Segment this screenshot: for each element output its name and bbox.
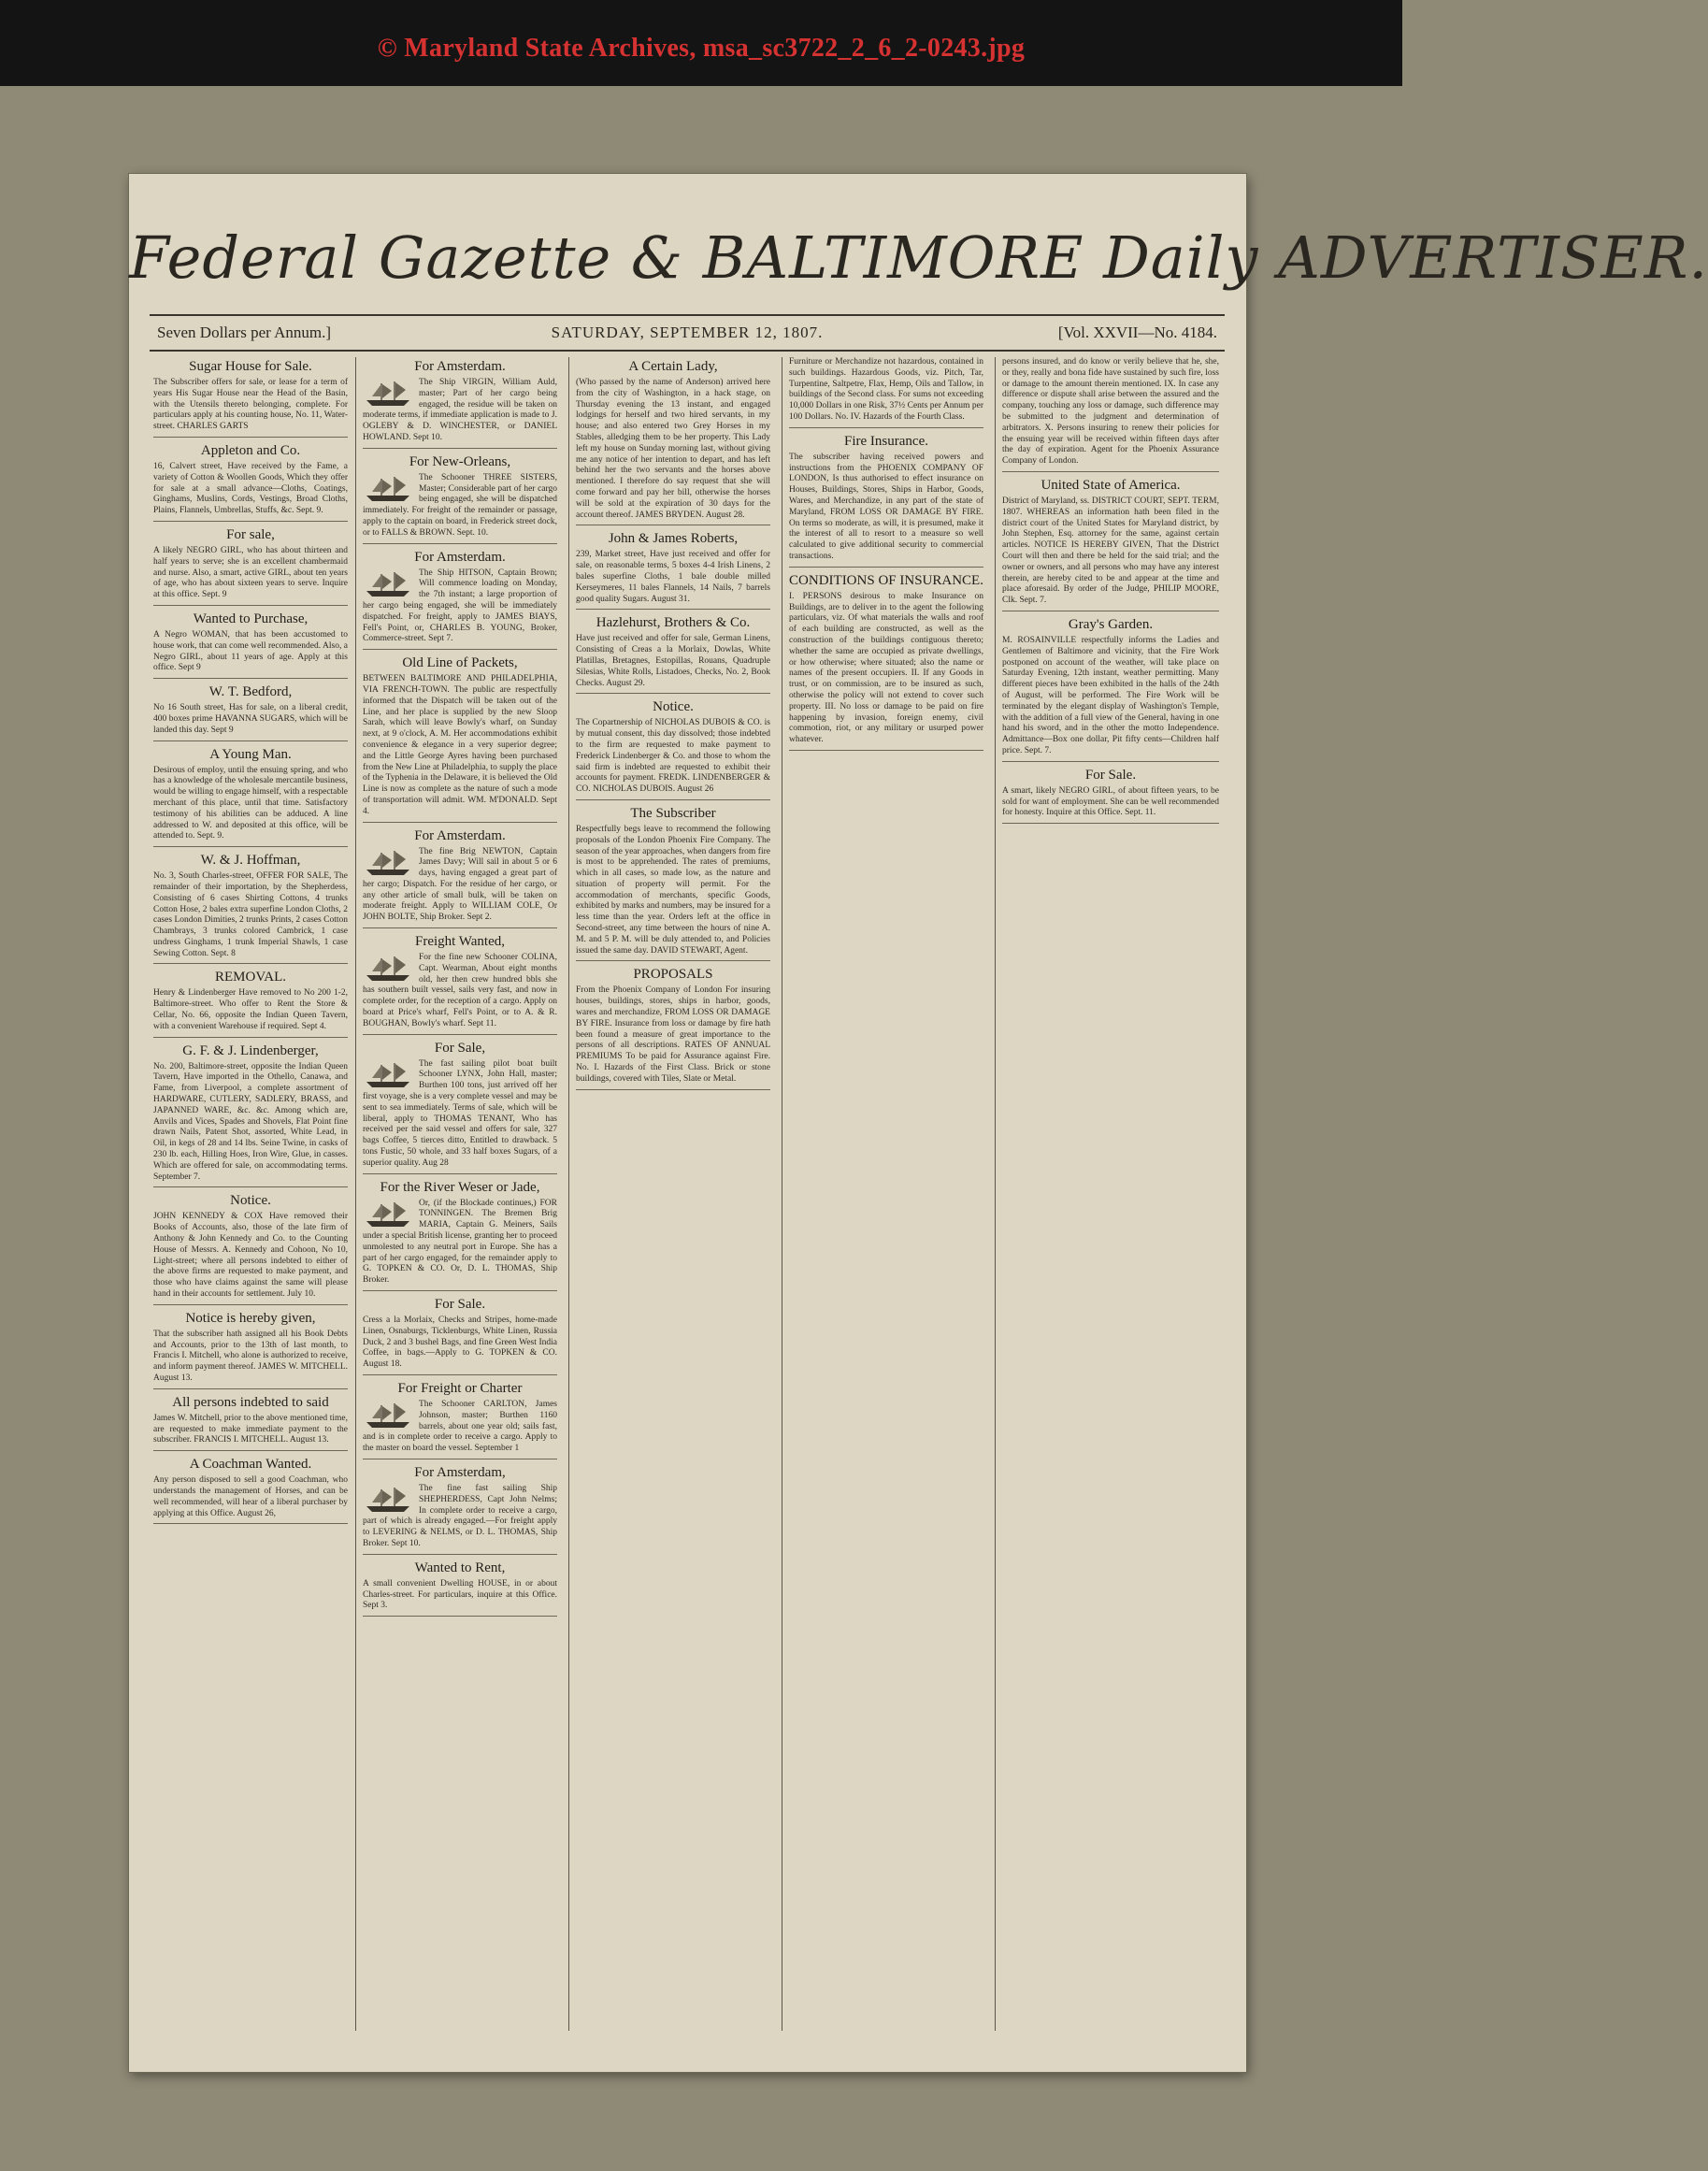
advertisement-heading: For Sale. [434,1297,486,1312]
advertisement-text: The Subscriber offers for sale, or lease for a term of years His Sugar House near the Head of the Basin, with the Utensils thereto belonging, complete. For particulars apply at his counting house, No. 11, Water-street. CHARLES GARTS [153,378,348,432]
advertisement [153,611,348,679]
advertisement-body [363,1199,557,1287]
advertisement [153,359,348,438]
dateline [150,314,1225,352]
advertisement [1002,768,1219,824]
watermark-banner: © Maryland State Archives, msa_sc3722_2_6_2-0243.jpg [0,0,1402,86]
advertisement-text: James W. Mitchell, prior to the above mentioned time, are requested to make immediate payment to the subscriber. FRANCIS I. MITCHELL. August 13. [153,1413,348,1445]
advertisement-heading: Notice. [653,699,694,715]
advertisement-body [153,1212,348,1300]
ship-woodcut-icon [363,1201,413,1229]
advertisement [576,967,770,1089]
advertisement [153,527,348,606]
advertisement-body [1002,786,1219,819]
advertisement-body [363,1059,557,1170]
advertisement-body [1002,357,1219,467]
newspaper-page [129,174,1708,2072]
advertisement [153,1457,348,1524]
advertisement-body [789,592,983,746]
advertisement-text: That the subscriber hath assigned all his Book Debts and Accounts, prior to the 13th of last month, to Francis I. Mitchell, who alone is authorized to receive, and inform payment thereof. JAMES W. MITCHELL. August 13. [153,1329,348,1383]
column-3 [576,357,770,2040]
advertisement-body [153,1475,348,1519]
advertisement-body [153,703,348,736]
ship-woodcut-icon [363,475,413,503]
advertisement-heading: For Amsterdam. [414,827,506,843]
advertisement-heading: W. T. Bedford, [208,684,293,700]
advertisement-text: A small convenient Dwelling HOUSE, in or about Charles-street. For particulars, inquire at this Office. Sept 3. [363,1578,557,1611]
advertisement [1002,357,1219,472]
advertisement [576,359,770,525]
advertisement-text: Any person disposed to sell a good Coachman, who understands the management of Horses, and can be well recommended, will hear of a liberal purchaser by applying at this Office. August 26, [153,1475,348,1518]
advertisement-text: The fast sailing pilot boat built Schooner LYNX, John Hall, master; Burthen 100 tons, just arrived off her first voyage, she is a very complete vessel and may be sent to sea immediately. Terms of sale, which will be liberal, apply to THOMAS TENANT, Who has received per the said vessel and offers for sale, 327 bags Coffee, 5 tierces ditto, Entitled to drawback. 5 tons Fustic, 50 whole, and 33 half boxes Sugars, of a superior quality. Aug 28 [363,1058,557,1168]
advertisement-text: JOHN KENNEDY & COX Have removed their Books of Accounts, also, those of the late firm of Anthony & John Kennedy and Co. to the Counting House of Messrs. A. Kennedy and Cohoon, No 10, Light-street; where all persons indebted to either of the above firms are requested to make payment, and those who have claims against the same will please hand in their accounts for settlement. July 10. [153,1212,348,1300]
advertisement-body [363,1484,557,1550]
advertisement-heading: Appleton and Co. [200,442,301,458]
advertisement [576,699,770,800]
advertisement-body [789,453,983,563]
advertisement-body [153,378,348,433]
advertisement-text: Have just received and offer for sale, German Linens, Consisting of Creas a la Morlaix, Dowlas, White Platillas, Bretagnes, Estopillas, Rouans, Quadruple Silesias, White Rolls, Listadoes, Checks, No. 2, Book Checks. August 29. [576,634,770,688]
advertisement [363,359,557,449]
advertisement-text: M. ROSAINVILLE respectfully informs the Ladies and Gentlemen of Baltimore and vicinity, that the Fire Work postponed on account of the weather, will take place on Saturday Evening, 12th instant, weather permitting. Many different pieces have been exhibited in the halls of the 24th of August, will be performed. The Fire Work will be terminated by the elegant display of Washington's Temple, with the addition of a full view of the General, having in one hand his sword, and in the other the motto Independence. Admittance—Box one dollar, Pit fifty cents—Children half price. Sept. 7. [1002,635,1219,755]
advertisement-body [153,630,348,674]
advertisement-heading: United State of America. [1041,477,1181,493]
advertisement [153,684,348,740]
advertisement-body [363,1316,557,1371]
advertisement-body [363,378,557,444]
advertisement-text: Or, (if the Blockade continues,) FOR TONNINGEN. The Bremen Brig MARIA, Captain G. Meiners, Sails under a special British license, granting her to proceed unmolested to any neutral port in Europe. She has a part of her cargo engaged, for the remainder apply to G. TOPKEN & CO. Or, D. L. THOMAS, Ship Broker. [363,1198,557,1286]
advertisement-heading: For Sale. [1084,767,1137,783]
advertisement-body [576,634,770,689]
advertisement-heading: A Certain Lady, [628,359,718,374]
advertisement-text: From the Phoenix Company of London For insuring houses, buildings, stores, ships in harbor, goods, wares and merchandize, FROM LOSS OR DAMAGE BY FIRE. Insurance from loss or damage by fire hath been found a measure of great importance to the persons of all descriptions. RATES OF ANNUAL PREMIUMS To be paid for Assurance against Fire. No. I. Hazards of the First Class. Brick or stone buildings, covered with Tiles, Slate or Metal. [576,985,770,1084]
ship-woodcut-icon [363,1061,413,1089]
advertisement-body [363,674,557,817]
advertisement-text: I. PERSONS desirous to make Insurance on Buildings, are to deliver in to the agent the following particulars, viz. Of what materials the walls and roof of each building are constructed, as well as the construction of the buildings contiguous thereto; whether the same are occupied as private dwellings, or how otherwise; where situated; also the name or names of the present occupiers. II. If any Goods in trust, or on commission, are to be insured as such, otherwise the policy will not extend to cover such property. III. No loss or damage to be paid on fire happening by invasion, foreign enemy, civil commotion, riot, or any military or usurped power whatever. [789,591,983,745]
advertisement-text: Respectfully begs leave to recommend the following proposals of the London Phoenix Fire Company. The season of the year approaches, when dangers from fire is most to be apprehended. The rates of premiums, which in all cases, so made low, as the nature and situation of property will permit. For the accommodation of merchants, specific Goods, exhibited by marks and numbers, may be insured for a less time than the year. Orders left at the office in Second-street, any time between the hours of nine A. M. and 5 P. M. will be duly attended to, and Policies issued the same day. DAVID STEWART, Agent. [576,824,770,956]
advertisement [576,531,770,610]
advertisement-text: The fine Brig NEWTON, Captain James Davy; Will sail in about 5 or 6 days, having engaged a great part of her cargo; Dispatch. For the residue of her cargo, or any other article of small bulk, will be taken on moderate freight. Apply to WILLIAM COLE, Or JOHN BOLTE, Ship Broker. Sept 2. [363,846,557,923]
advertisement-body [363,473,557,539]
advertisement-body [153,546,348,601]
advertisement [153,1311,348,1389]
advertisement-text: BETWEEN BALTIMORE AND PHILADELPHIA, VIA FRENCH-TOWN. The public are respectfully informed that the Dispatch will be taken out of the Line, and her place is supplied by the new Sloop Sarah, which will leave Bowly's wharf, on Sunday next, at 9 o'clock, A. M. Her accommodations exhibit convenience & elegance in a very superior degree; and the Little George Ayres having been purchased from the New Line at Philadelphia, to supply the place of the Typhenia in the Delaware, it is believed the Old Line is now as complete as the nature of such a mode of transportation will admit. WM. M'DONALD. Sept 4. [363,674,557,816]
advertisement-heading: Gray's Garden. [1068,616,1154,632]
advertisement-text: Cress a la Morlaix, Checks and Stripes, home-made Linen, Osnaburgs, Ticklenburgs, White Linen, Russia Duck, 2 and 3 bushel Bags, and fine Green West India Coffee, in bags.—Apply to G. TOPKEN & CO. August 18. [363,1316,557,1370]
advertisement-body [153,1414,348,1446]
advertisement [363,550,557,651]
advertisement-text: For the fine new Schooner COLINA, Capt. Wearman, About eight months old, her then crew hundred bbls she has southern built vessel, sails very fast, and now in complete order, for the reception of a cargo. Apply on board at Price's wharf, Fell's Point, or to A. & R. BOUGHAN, Bowly's wharf. Sept 11. [363,953,557,1028]
advertisement-heading: For Amsterdam. [414,549,506,565]
advertisement-body [153,988,348,1032]
advertisement-heading: For New-Orleans, [409,453,511,469]
advertisement-heading: For the River Weser or Jade, [380,1179,540,1195]
advertisement-heading: Old Line of Packets, [402,655,518,671]
advertisement-heading: For Amsterdam, [414,1464,506,1480]
advertisement-text: persons insured, and do know or verily believe that he, she, or they, really and bona fide have sustained by such fire, loss or damage to the amount therein mentioned. IX. In case any difference or dispute shall arise between the assured and the company, touching any loss or damage, such difference may be submitted to the judgment and determination of arbitrators. X. Persons insuring to renew their policies for the ensuing year will be received within fifteen days after the day of expiration. Agent for the Phoenix Assurance Company of London. [1002,357,1219,467]
advertisement-body [363,1400,557,1455]
ship-woodcut-icon [363,380,413,408]
advertisement [1002,478,1219,611]
advertisement-body [153,1062,348,1184]
advertisement-body [789,357,983,424]
advertisement-body [363,568,557,646]
ship-woodcut-icon [363,955,413,983]
column-rule [355,357,356,2031]
advertisement [363,1297,557,1375]
advertisement-text: A smart, likely NEGRO GIRL, of about fifteen years, to be sold for want of employment. She can be well recommended for honesty. Inquire at this Office. Sept. 11. [1002,785,1219,818]
advertisement-heading: For Sale, [434,1040,486,1056]
advertisement-text: Desirous of employ, until the ensuing spring, and who has a knowledge of the wholesale mercantile business, would be willing to engage himself, with a respectable merchant of this place, until that time. Satisfactory testimony of his abilities can be adduced. A line addressed to W. and deposited at this office, will be attended to. Sept. 9. [153,765,348,841]
advertisement-heading: REMOVAL. [215,970,286,985]
advertisement-text: The Schooner CARLTON, James Johnson, master; Burthen 1160 barrels, about one year old; sails fast, and is in complete order to receive a cargo. Apply to the master on board the vessel. September 1 [363,1399,557,1454]
advertisement-body [363,1579,557,1612]
advertisement [153,443,348,522]
advertisement-heading: John & James Roberts, [608,531,739,547]
advertisement-body [153,766,348,843]
advertisement-text: The Schooner THREE SISTERS, Master; Considerable part of her cargo being engaged, she will be dispatched immediately. For freight of the remainder or passage, apply to the captain on board, in Frederick street dock, or to FALLS & BROWN. Sept. 10. [363,472,557,538]
advertisement [153,1043,348,1188]
column-1 [153,357,348,2040]
advertisement-text: Henry & Lindenberger Have removed to No 200 1-2, Baltimore-street. Who offer to Rent the Store & Cellar, No. 66, opposite the Indian Queen Tavern, with a convenient Warehouse if required. Sept 4. [153,988,348,1031]
column-rule [995,357,996,2031]
advertisement-text: No 16 South street, Has for sale, on a liberal credit, 400 boxes prime HAVANNA SUGARS, which will be landed this day. Sept 9 [153,703,348,735]
advertisement-heading: G. F. & J. Lindenberger, [182,1042,319,1058]
column-2 [363,357,557,2040]
advertisement-text: The fine fast sailing Ship SHEPHERDESS, Capt John Nelms; In complete order to receive a cargo, part of which is already engaged.—For freight apply to LEVERING & NELMS, or D. L. THOMAS, Ship Broker. Sept 10. [363,1483,557,1548]
ship-woodcut-icon [363,1402,413,1430]
advertisement-text: District of Maryland, ss. DISTRICT COURT, SEPT. TERM, 1807. WHEREAS an information hath been filed in the district court of the United States for Maryland district, by John Stephen, Esq. attorney for the same, against certain articles. NOTICE IS HEREBY GIVEN, That the District Court will then and there be held for the said trial; and the owner or owners, and all persons who may have any interest therein, are hereby cited to be and appear at the time and place aforesaid. By order of the Judge, PHILIP MOORE, Clk. Sept. 7. [1002,496,1219,606]
advertisement [363,1560,557,1617]
advertisement-text: A likely NEGRO GIRL, who has about thirteen and half years to serve; she is an excellent chambermaid and nurse. Also, a smart, active GIRL, about ten years of age, who has about sixteen years to serve. Inquire at this office. Sept. 9 [153,545,348,600]
advertisement-heading: Hazlehurst, Brothers & Co. [596,615,751,631]
ship-woodcut-icon [363,570,413,598]
advertisement-heading: A Young Man. [209,746,292,762]
advertisement-text: The Ship HITSON, Captain Brown; Will commence loading on Monday, the 7th instant; a large proportion of her cargo being engaged, she will be immediately dispatched. For freight, apply to JAMES BIAYS, Fell's Point, or, CHARLES B. YOUNG, Broker, Commerce-street. Sept 7. [363,568,557,644]
advertisement-heading: Sugar House for Sale. [189,359,312,374]
advertisement [789,573,983,751]
advertisement-body [576,718,770,796]
advertisement-body [576,378,770,521]
advertisement-heading: Wanted to Rent, [414,1560,506,1575]
advertisement [363,655,557,822]
advertisement-heading: For sale, [226,526,275,542]
advertisement-body [153,871,348,959]
advertisement-heading: Fire Insurance. [844,433,928,449]
volume-number: [Vol. XXVII—No. 4184. [1057,323,1217,341]
advertisement [153,970,348,1037]
issue-date: SATURDAY, SEPTEMBER 12, 1807. [551,323,824,341]
advertisement [789,434,983,568]
advertisement [153,747,348,848]
subscription-price: Seven Dollars per Annum.] [157,323,332,341]
column-4 [789,357,983,2040]
advertisement [363,934,557,1035]
advertisement-text: The Copartnership of NICHOLAS DUBOIS & CO. is by mutual consent, this day dissolved; those indebted to the firm are requested to make payment to Frederick Lindenberger & Co. and those to whom the said firm is indebted are requested to exhibit their accounts for payment. FREDK. LINDENBERGER & CO. NICHOLAS DUBOIS. August 26 [576,718,770,795]
column-5 [1002,357,1219,2040]
advertisement [153,1193,348,1304]
advertisement-text: The Ship VIRGIN, William Auld, master; Part of her cargo being engaged, the residue will be taken on moderate terms, if immediate application is made to J. OGLEBY & D. WINCHESTER, or DANIEL HOWLAND. Sept 10. [363,378,557,442]
advertisement-text: The subscriber having received powers and instructions from the PHOENIX COMPANY OF LONDON, Is thus authorised to effect insurance on Houses, Buildings, Stores, Ships in Harbor, Goods, Wares, and Merchandize, in any part of the state of Maryland, FROM LOSS OR DAMAGE BY FIRE. On terms so moderate, as will, it is presumed, make it the interest of all to resort to a measure so well calculated to give additional security to commercial transactions. [789,452,983,561]
advertisement [153,853,348,964]
advertisement [1002,617,1219,762]
advertisement-heading: A Coachman Wanted. [189,1457,312,1473]
advertisement-heading: W. & J. Hoffman, [200,853,301,869]
advertisement-body [1002,496,1219,607]
advertisement-body [153,1330,348,1385]
advertisement [363,828,557,929]
ship-woodcut-icon [363,1486,413,1514]
advertisement-heading: For Freight or Charter [397,1380,523,1396]
advertisement [363,1465,557,1555]
advertisement [363,1180,557,1291]
ship-woodcut-icon [363,849,413,877]
advertisement-body [1002,636,1219,757]
advertisement [363,1041,557,1174]
advertisement-text: A Negro WOMAN, that has been accustomed to house work, that can come well recommended. Also, a Negro GIRL, about 11 years of age. Apply at this office. Sept 9 [153,629,348,673]
advertisement-heading: Freight Wanted, [415,934,505,950]
advertisement-body [576,825,770,957]
advertisement [363,1381,557,1459]
advertisement-text: No. 3, South Charles-street, OFFER FOR SALE, The remainder of their importation, by the Shepherdess, Consisting of 6 cases Shirting Cottons, 4 trunks Cotton Hose, 2 bales extra superfine London Cloths, 2 cases London Dimities, 2 trunks Prints, 2 cases Cotton Chambrays, 3 trunks colored Cambrick, 1 case undress Ginghams, 1 trunk Imperial Shawls, 1 case Sewing Cotton. Sept. 8 [153,871,348,958]
advertisement-heading: CONDITIONS OF INSURANCE. [789,572,983,588]
advertisement-text: 16, Calvert street, Have received by the Fame, a variety of Cotton & Woollen Goods, Which they offer for sale at a small advance—Cloths, Coatings, Ginghams, Muslins, Cords, Vestings, Broad Cloths, Plains, Flannels, Umbrellas, Stuffs, &c. Sept. 9. [153,461,348,516]
advertisement-heading: PROPOSALS [633,967,713,983]
column-rule [568,357,569,2031]
advertisement-heading: For Amsterdam. [414,359,506,374]
advertisement [576,806,770,962]
advertisement [363,454,557,544]
advertisement [576,615,770,694]
advertisement-body [363,953,557,1030]
advertisement-text: (Who passed by the name of Anderson) arrived here from the city of Washington, in a hack stage, on Thursday evening the 13 instant, and engaged lodgings for herself and two hired servants, in my house; and also entered two Grey Horses in my Stables, alledging them to be her property. This Lady left my house on Sunday morning last, without giving me any notice of her intention to depart, and has left behind her the two servants and the horses above mentioned. I therefore do say request that she will come forward and pay her bill, otherwise the horses will be sold at the expiration of 30 days for the account thereof. JAMES BRYDEN. August 28. [576,378,770,520]
advertisement-text: No. 200, Baltimore-street, opposite the Indian Queen Tavern, Have imported in the Othello, Canawa, and Fame, from Liverpool, a complete assortment of HARDWARE, CUTLERY, SADLERY, BRASS, and JAPANNED WARE, &c. &c. Among which are, Anvils and Vices, Spades and Shovels, Flat Point fine drawn Nails, Patent Shot, assorted, White Lead, in Oil, in kegs of 28 and 14 lbs. Seine Twine, in casks of 230 lb. each, Hilling Hoes, Iron Wire, Glue, in casses. Which are offered for sale, on accommodating terms. September 7. [153,1061,348,1182]
advertisement [789,357,983,428]
advertisement-heading: Notice is hereby given, [185,1310,316,1326]
advertisement-heading: All persons indebted to said [172,1394,329,1410]
advertisement [153,1395,348,1451]
advertisement-body [576,985,770,1085]
masthead-title: Federal Gazette & BALTIMORE Daily ADVERTISER. [129,223,1708,292]
advertisement-heading: Notice. [230,1193,271,1209]
advertisement-body [153,462,348,517]
advertisement-body [363,847,557,925]
advertisement-heading: The Subscriber [630,805,716,821]
advertisement-body [576,550,770,605]
advertisement-text: 239, Market street, Have just received and offer for sale, on reasonable terms, 5 boxes 4-4 Irish Linens, 2 bales superfine Cloths, 1 bale double milled Kerseymeres, 11 bales Flannels, 14 Nails, 7 barrels good quality Sugars. August 31. [576,550,770,604]
advertisement-heading: Wanted to Purchase, [193,611,309,626]
advertisement-text: Furniture or Merchandize not hazardous, contained in such buildings. Hazardous Goods, viz. Pitch, Tar, Turpentine, Saltpetre, Flax, Hemp, Oils and Tallow, in buildings of the Second class. For sums not exceeding 10,000 Dollars in one Risk, 37½ Cents per Annum per 100 Dollars. No. IV. Hazards of the Fourth Class. [789,357,983,422]
